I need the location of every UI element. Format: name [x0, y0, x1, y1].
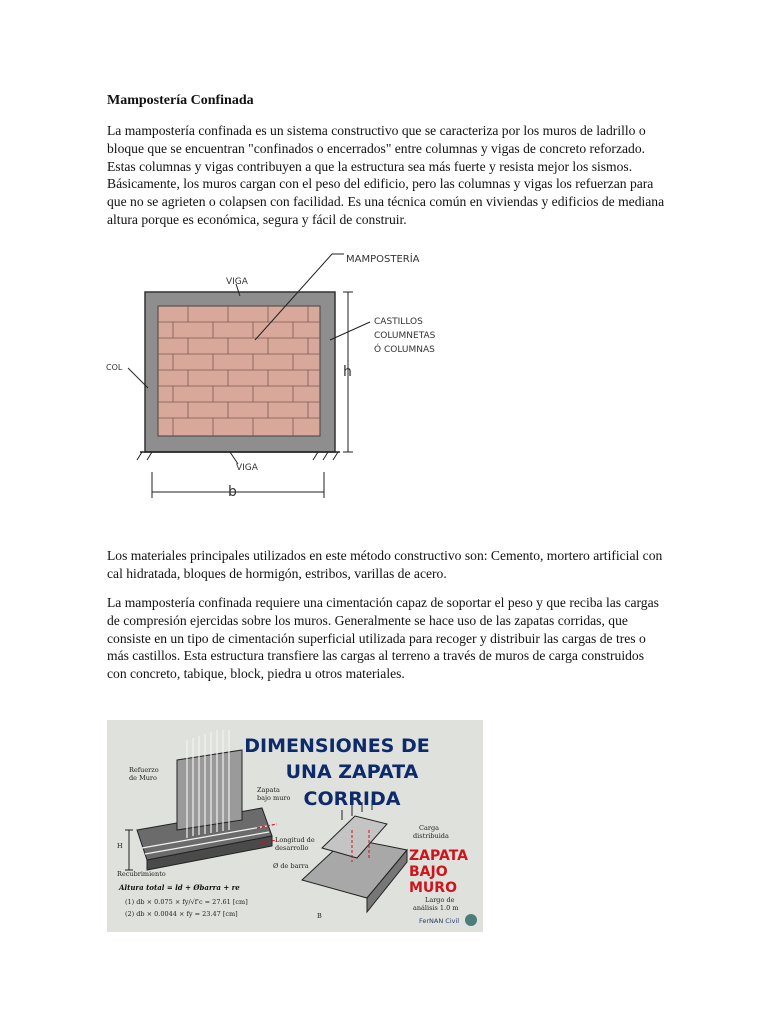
b-dimension — [152, 472, 324, 498]
formula-1: (1) db × 0.075 × fy/√f'c = 27.61 [cm] — [125, 898, 248, 906]
label-carga-1: Carga — [419, 824, 439, 832]
ground-hatch — [137, 452, 338, 460]
label-carga-2: distribuida — [413, 832, 449, 840]
title-line-1: DIMENSIONES DE — [244, 735, 430, 757]
formula-2: (2) db × 0.0044 × fy = 23.47 [cm] — [125, 910, 238, 918]
label-castillos-3: Ó COLUMNAS — [374, 345, 435, 355]
h-dimension-zapata — [125, 830, 133, 870]
label-castillos-1: CASTILLOS — [374, 317, 423, 327]
red-label-2: BAJO — [409, 864, 448, 880]
zapata-illustration — [107, 720, 483, 932]
label-castillos-2: COLUMNETAS — [374, 331, 436, 341]
label-refuerzo-1: Refuerzo — [129, 766, 159, 774]
label-largo-2: análisis 1.0 m — [413, 904, 459, 912]
label-recubrimiento: Recubrimiento — [117, 870, 166, 878]
red-label-1: ZAPATA — [409, 848, 469, 864]
paragraph-intro: La mampostería confinada es un sistema constructivo que se caracteriza por los muros de ladrillo o bloque que se encuentran "confinados o encerrados" entre columnas y vigas de concreto reforzado. Estas columnas y vigas contribuyen a que la estructura sea más fuerte y resista mejor los sismos. Básicamente, los muros cargan con el peso del edificio, pero las columnas y vigas los refuerzan para que no se agrieten o colapsen con facilidad. Es una técnica común en viviendas y edificios de mediana altura porque es económica, segura y fácil de construir. — [107, 123, 665, 227]
label-viga-bottom: VIGA — [236, 463, 258, 473]
label-viga-top: VIGA — [226, 277, 248, 287]
title-line-2: UNA ZAPATA — [285, 761, 419, 783]
label-col: COL — [106, 363, 123, 372]
label-h: h — [343, 364, 352, 380]
label-b-zapata: B — [317, 912, 322, 920]
label-longitud-1: Longitud de — [275, 836, 315, 844]
zapata-corrida-infographic — [107, 720, 483, 932]
castillos-leader — [330, 322, 370, 340]
label-zapata-2: bajo muro — [257, 794, 291, 802]
paragraph-foundation: La mampostería confinada requiere una cimentación capaz de soportar el peso y que reciba las cargas de compresión ejercidas sobre los muros. Generalmente se hace uso de las zapatas corridas, que consiste en un tipo de cimentación superficial utilizada para recoger y distribuir las cargas de tres o más castillos. Esta estructura transfiere las cargas al terreno a través de muros de carga construidos con concreto, tabique, block, piedra u otros materiales. — [107, 595, 659, 682]
label-zapata-1: Zapata — [257, 786, 280, 794]
paragraph-materials: Los materiales principales utilizados en este método constructivo son: Cemento, mortero artificial con cal hidratada, bloques de hormigón, estribos, varillas de acero. — [107, 548, 663, 581]
section-heading: Mampostería Confinada — [107, 93, 254, 108]
altura-total-formula: Altura total = ld + Øbarra + re — [119, 883, 240, 892]
credit-logo-icon — [465, 914, 477, 926]
label-h-zapata: H — [117, 842, 123, 850]
label-b: b — [228, 484, 237, 500]
label-longitud-2: desarrollo — [275, 844, 309, 852]
brick-infill — [158, 306, 320, 436]
label-mamposteria: MAMPOSTERÍA — [346, 254, 420, 265]
label-largo-1: Largo de — [425, 896, 455, 904]
credit-text: FerNAN Civil — [419, 917, 460, 925]
label-refuerzo-2: de Muro — [129, 774, 157, 782]
confined-masonry-sketch — [100, 240, 480, 510]
label-barra: Ø de barra — [273, 862, 309, 870]
title-line-3: CORRIDA — [303, 788, 401, 810]
red-label-3: MURO — [409, 880, 457, 896]
